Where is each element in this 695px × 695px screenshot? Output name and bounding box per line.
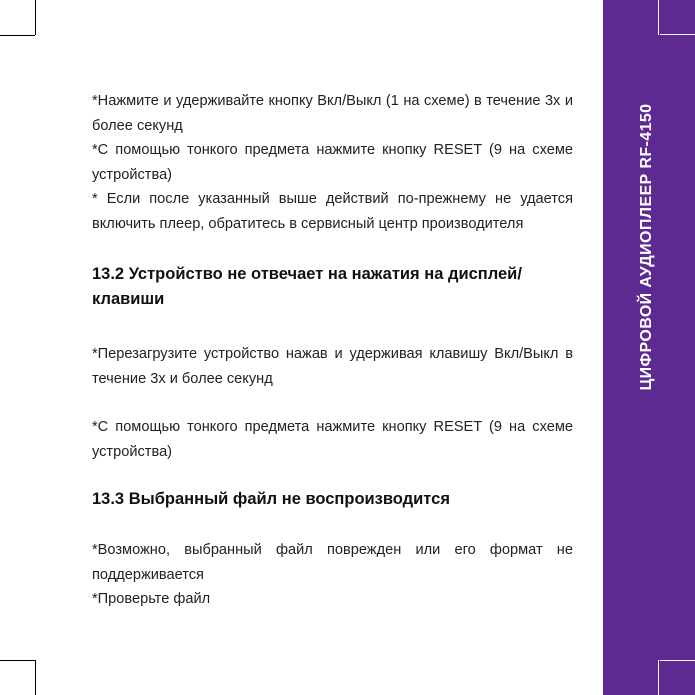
content — [92, 89, 573, 612]
intro-paragraph-2: *С помощью тонкого предмета нажмите кнопку RESET (9 на схеме устройства) — [92, 142, 573, 183]
crop-mark-bottom-left-horizontal — [0, 660, 35, 661]
crop-mark-top-left-vertical — [35, 0, 36, 35]
crop-mark-top-right-vertical — [658, 0, 659, 35]
intro-paragraph-1: *Нажмите и удерживайте кнопку Вкл/Выкл (1 на схеме) в течение 3х и более секунд — [92, 93, 573, 134]
section-13-3-heading: 13.3 Выбранный файл не воспроизводится — [92, 490, 450, 508]
section-13-3-paragraph-1: *Возможно, выбранный файл поврежден или его формат не поддерживается — [92, 542, 573, 583]
crop-mark-bottom-left-vertical — [35, 660, 36, 695]
section-13-2-paragraph-1: *Перезагрузите устройство нажав и удерживая клавишу Вкл/Выкл в течение 3х и более секунд — [92, 346, 573, 387]
section-13-2-heading: 13.2 Устройство не отвечает на нажатия на дисплей/клавиши — [92, 265, 522, 308]
section-13-2-paragraph-2: *С помощью тонкого предмета нажмите кнопку RESET (9 на схеме устройства) — [92, 419, 573, 460]
crop-mark-bottom-right-vertical — [658, 660, 659, 695]
crop-mark-bottom-right-horizontal — [660, 660, 695, 661]
intro-paragraph-3: * Если после указанный выше действий по-прежнему не удается включить плеер, обратитесь в сервисный центр производителя — [92, 191, 573, 232]
crop-mark-top-left-horizontal — [0, 35, 35, 36]
side-title: ЦИФРОВОЙ АУДИОПЛЕЕР RF-4150 — [638, 103, 655, 391]
section-13-3-paragraph-2: *Проверьте файл — [92, 591, 211, 607]
crop-mark-top-right-horizontal — [660, 34, 695, 35]
